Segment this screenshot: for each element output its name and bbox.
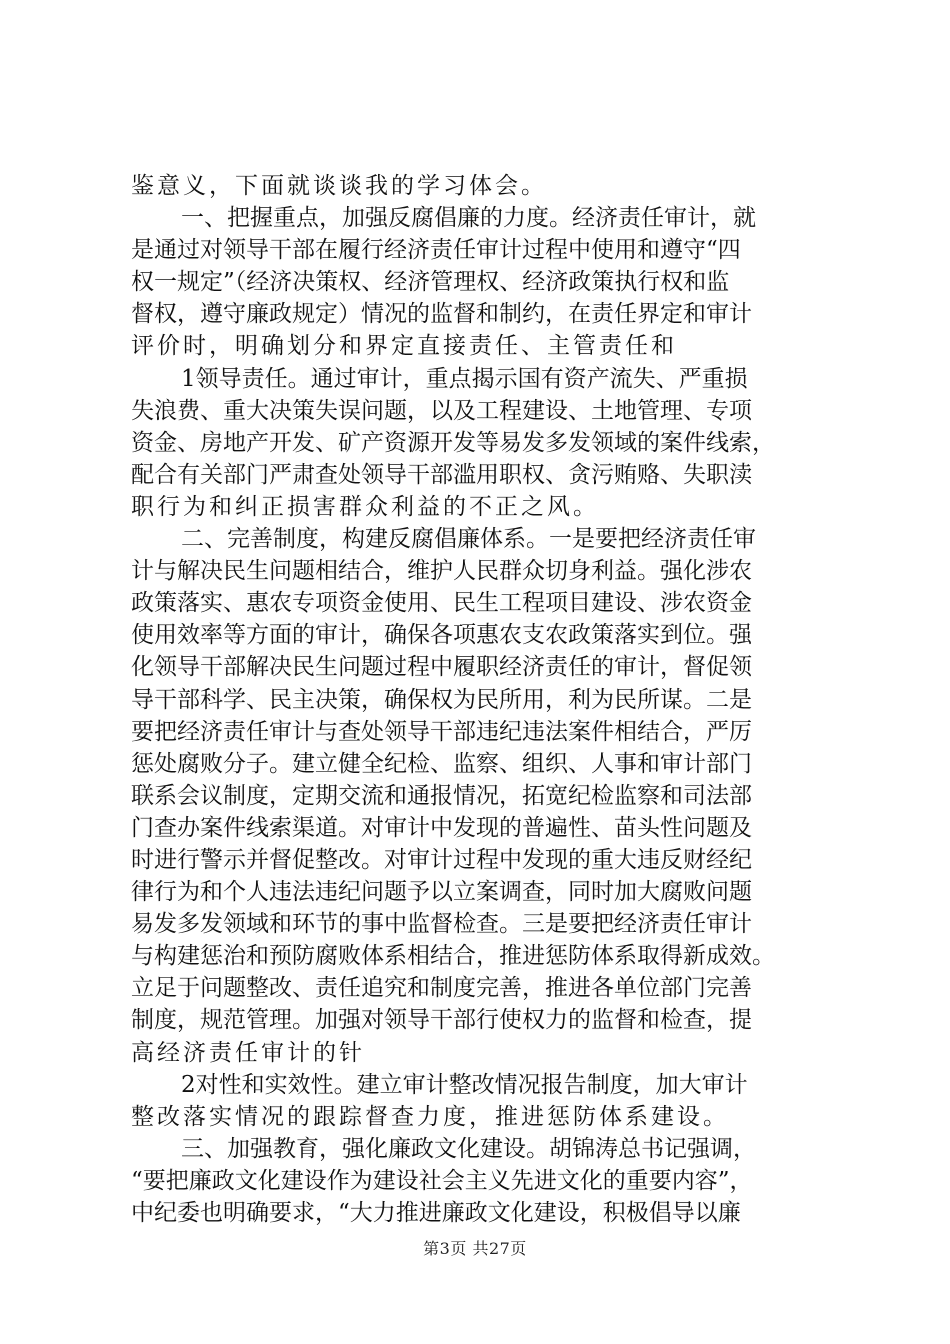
text-line: “要把廉政文化建设作为建设社会主义先进文化的重要内容”， xyxy=(131,1167,753,1194)
text-line: 化领导干部解决民生问题过程中履职经济责任的审计，督促领 xyxy=(131,654,752,681)
body-text xyxy=(131,170,831,1229)
text-line: 督权，遵守廉政规定）情况的监督和制约，在责任界定和审计 xyxy=(131,301,752,328)
text-line: 2对性和实效性。建立审计整改情况报告制度，加大审计 xyxy=(181,1071,748,1098)
text-line: 鉴意义，下面就谈谈我的学习体会。 xyxy=(131,173,547,199)
text-line: 要把经济责任审计与查处领导干部违纪违法案件相结合，严厉 xyxy=(131,718,752,745)
text-line: 中纪委也明确要求，“大力推进廉政文化建设，积极倡导以廉 xyxy=(131,1200,741,1226)
text-line: 权一规定”（经济决策权、经济管理权、经济政策执行权和监 xyxy=(131,269,730,296)
text-line: 职行为和纠正损害群众利益的不正之风。 xyxy=(131,493,599,520)
text-line: 联系会议制度，定期交流和通报情况，拓宽纪检监察和司法部 xyxy=(131,782,752,809)
text-line: 整改落实情况的跟踪督查力度，推进惩防体系建设。 xyxy=(131,1103,729,1130)
text-line: 二、完善制度，构建反腐倡廉体系。一是要把经济责任审 xyxy=(181,526,756,553)
text-line: 政策落实、惠农专项资金使用、民生工程项目建设、涉农资金 xyxy=(131,590,752,617)
text-line: 易发多发领域和环节的事中监督检查。三是要把经济责任审计 xyxy=(131,911,752,938)
text-line: 评价时，明确划分和界定直接责任、主管责任和 xyxy=(131,333,677,360)
text-line: 三、加强教育，强化廉政文化建设。胡锦涛总书记强调， xyxy=(181,1135,756,1162)
text-line: 1领导责任。通过审计，重点揭示国有资产流失、严重损 xyxy=(181,365,748,392)
text-line: 律行为和个人违法违纪问题予以立案调查，同时加大腐败问题 xyxy=(131,879,752,906)
text-line: 高经济责任审计的针 xyxy=(131,1039,365,1066)
text-line: 与构建惩治和预防腐败体系相结合，推进惩防体系取得新成效。 xyxy=(131,943,775,970)
text-line: 立足于问题整改、责任追究和制度完善，推进各单位部门完善 xyxy=(131,975,752,1002)
text-line: 是通过对领导干部在履行经济责任审计过程中使用和遵守“四 xyxy=(131,237,741,264)
text-line: 制度，规范管理。加强对领导干部行使权力的监督和检查，提 xyxy=(131,1007,752,1034)
text-line: 门查办案件线索渠道。对审计中发现的普遍性、苗头性问题及 xyxy=(131,814,752,841)
text-line: 失浪费、重大决策失误问题，以及工程建设、土地管理、专项 xyxy=(131,397,752,424)
text-line: 一、把握重点，加强反腐倡廉的力度。经济责任审计，就 xyxy=(181,205,756,232)
text-line: 资金、房地产开发、矿产资源开发等易发多发领域的案件线索， xyxy=(131,429,775,456)
text-line: 导干部科学、民主决策，确保权为民所用，利为民所谋。二是 xyxy=(131,686,752,713)
text-line: 惩处腐败分子。建立健全纪检、监察、组织、人事和审计部门 xyxy=(131,750,752,777)
text-line: 计与解决民生问题相结合，维护人民群众切身利益。强化涉农 xyxy=(131,558,752,585)
page-footer: 第3页 共27页 xyxy=(423,1239,527,1258)
text-line: 使用效率等方面的审计，确保各项惠农支农政策落实到位。强 xyxy=(131,622,752,649)
text-line: 配合有关部门严肃查处领导干部滥用职权、贪污贿赂、失职渎 xyxy=(131,461,752,488)
text-line: 时进行警示并督促整改。对审计过程中发现的重大违反财经纪 xyxy=(131,846,752,873)
